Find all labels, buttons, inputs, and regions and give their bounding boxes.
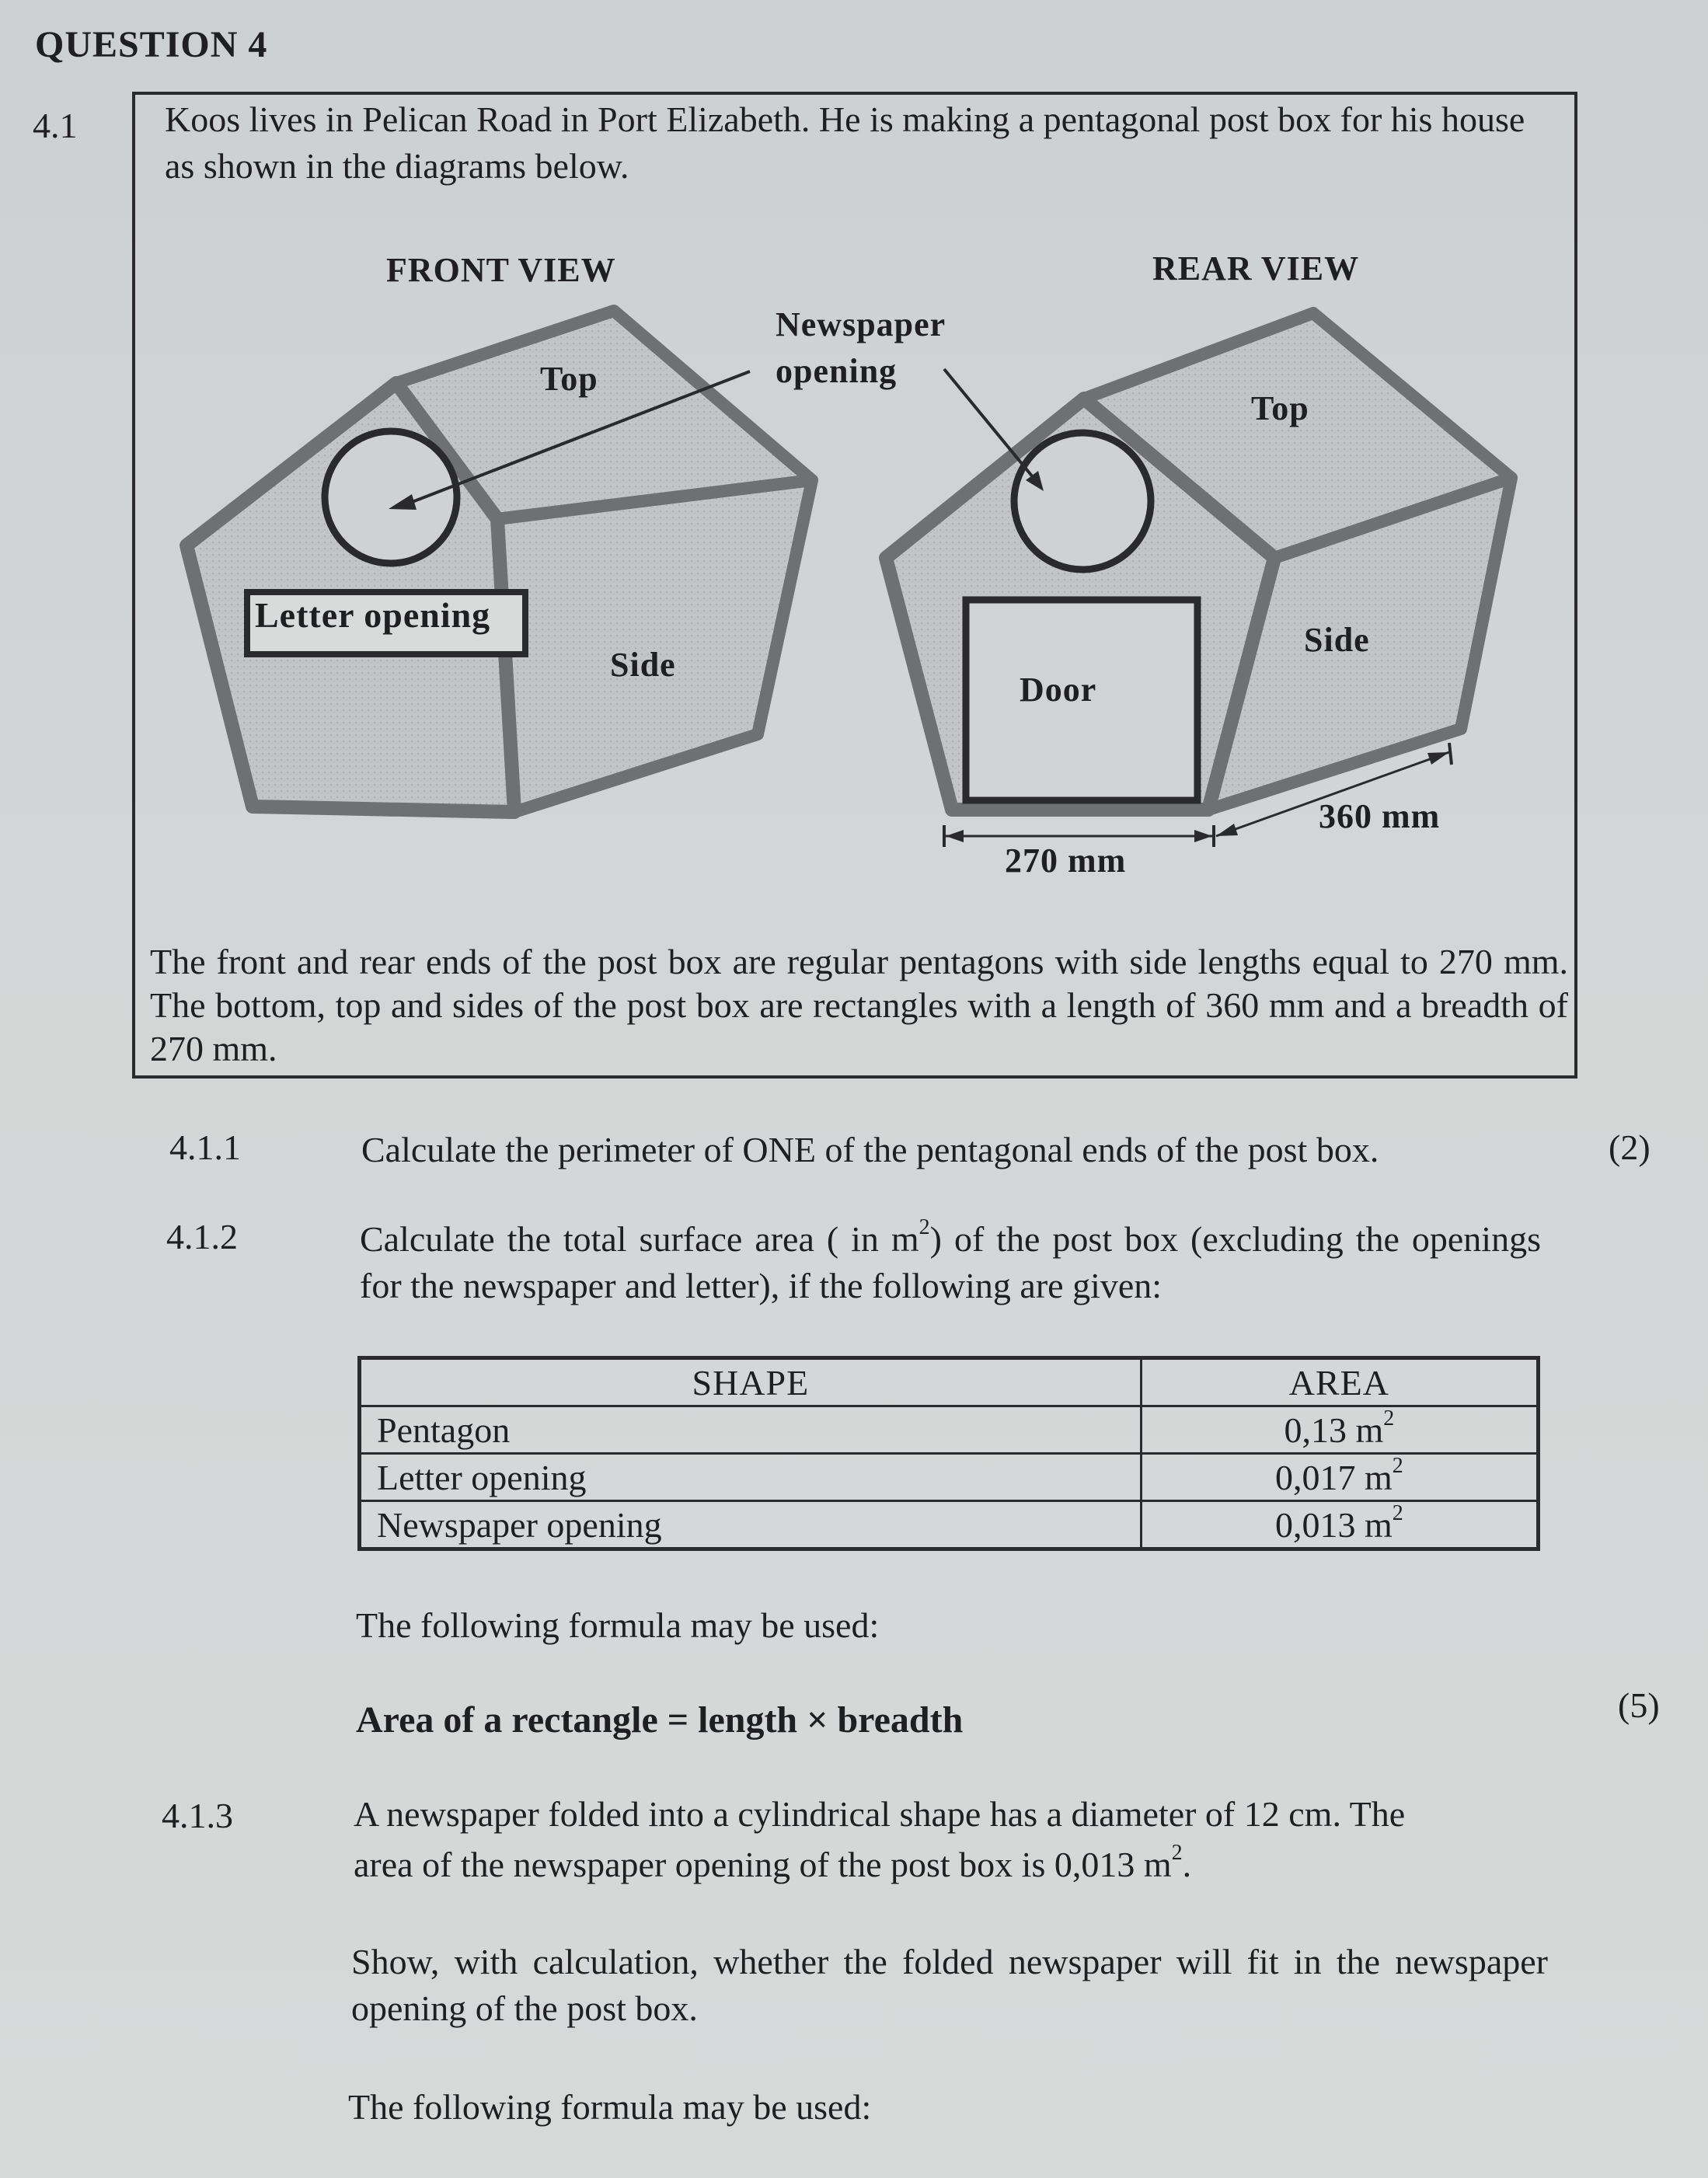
question-4-1-intro: Koos lives in Pelican Road in Port Elizabeth. He is making a pentagonal post box for his house as shown in the diagrams below. — [165, 99, 1525, 186]
question-4-1-1-marks: (2) — [1609, 1127, 1650, 1167]
table-cell-area: 0,017 $m^2$ — [1141, 1454, 1538, 1501]
rear-view-diagram — [886, 313, 1511, 847]
front-side-label: Side — [610, 646, 676, 684]
question-number-4-1-3: 4.1.3 — [162, 1796, 233, 1835]
newspaper-label-line2: opening — [776, 352, 898, 390]
table-cell-area: 0,13 $m^2$ — [1141, 1406, 1538, 1454]
door-label: Door — [1020, 671, 1097, 709]
question-4-1-1-text: Calculate the perimeter of ONE of the pentagonal ends of the post box. — [361, 1130, 1379, 1169]
post-box-diagrams — [0, 0, 1708, 932]
table-cell-shape: Pentagon — [360, 1406, 1142, 1454]
front-view-title: FRONT VIEW — [386, 251, 616, 289]
question-number-4-1-1: 4.1.1 — [169, 1127, 241, 1167]
question-4-1-2-formula: Area of a rectangle = length × breadth — [356, 1699, 964, 1741]
table-row — [360, 1454, 1539, 1501]
table-header-area: AREA — [1141, 1358, 1538, 1406]
question-number-4-1: 4.1 — [33, 106, 78, 145]
rear-side-label: Side — [1304, 621, 1370, 659]
table-header-shape: SHAPE — [360, 1358, 1142, 1406]
front-view-diagram — [186, 311, 812, 812]
table-row — [360, 1501, 1539, 1549]
table-cell-shape: Newspaper opening — [360, 1501, 1142, 1549]
question-4-1-2-formula-intro: The following formula may be used: — [356, 1605, 880, 1645]
front-top-label: Top — [540, 360, 598, 398]
question-4-1-description: The front and rear ends of the post box are regular pentagons with side lengths equal to 270 mm. The bottom, top and sides of the post box are rectangles with a length of 360 mm and a breadth of 270 mm. — [150, 942, 1568, 1068]
question-4-1-2-text: Calculate the total surface area ( in $m^2$) of the post box (excluding the openings for the newspaper and letter), if the following are given: — [360, 1215, 1541, 1305]
question-number-4-1-2: 4.1.2 — [166, 1217, 238, 1256]
question-4-1-3-line2: area of the newspaper opening of the post box is 0,013 $m^2$. — [354, 1841, 1192, 1884]
areas-table — [357, 1356, 1540, 1551]
letter-opening-label: Letter opening — [255, 595, 491, 635]
question-4-1-2-marks: (5) — [1618, 1685, 1660, 1725]
question-title: QUESTION 4 — [35, 24, 268, 65]
question-4-1-3-formula-intro: The following formula may be used: — [348, 2087, 872, 2127]
dimension-360-label: 360 mm — [1319, 797, 1441, 835]
table-header-row — [360, 1358, 1539, 1406]
question-4-1-3-show-text: Show, with calculation, whether the folded newspaper will fit in the newspaper opening of the post box. — [351, 1942, 1548, 2028]
newspaper-label-line1: Newspaper — [776, 305, 946, 343]
dimension-270-label: 270 mm — [1005, 842, 1127, 880]
rear-view-title: REAR VIEW — [1152, 249, 1360, 287]
question-4-1-3-line1: A newspaper folded into a cylindrical shape has a diameter of 12 cm. The — [354, 1794, 1406, 1834]
table-row — [360, 1406, 1539, 1454]
table-cell-shape: Letter opening — [360, 1454, 1142, 1501]
front-newspaper-opening — [325, 431, 457, 563]
rear-newspaper-opening — [1014, 433, 1151, 570]
rear-top-label: Top — [1251, 389, 1309, 427]
table-cell-area: 0,013 $m^2$ — [1141, 1501, 1538, 1549]
